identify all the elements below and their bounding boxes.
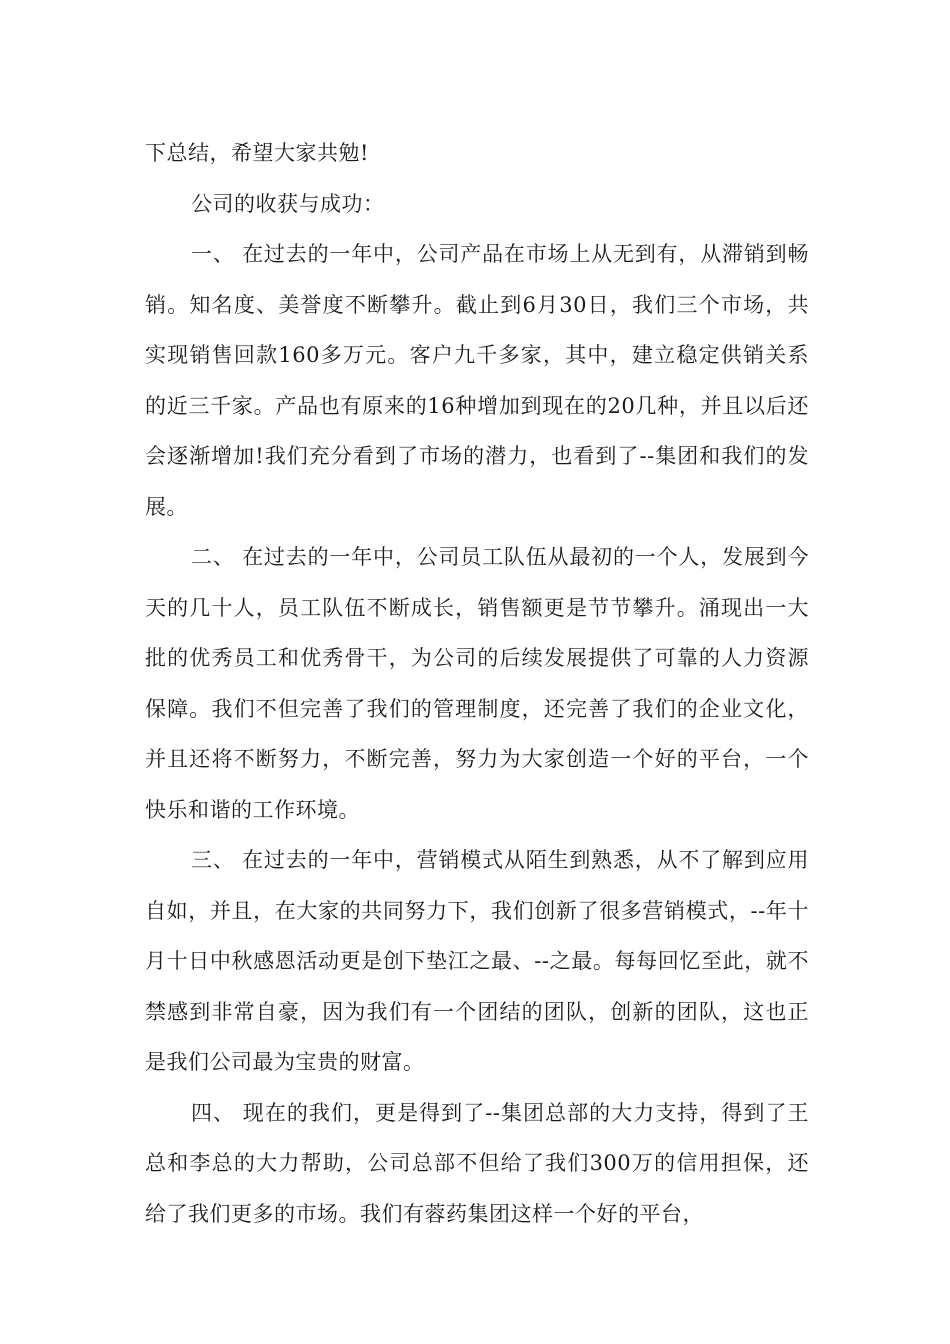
paragraph-closing-line: 下总结，希望大家共勉! xyxy=(145,141,369,165)
document-body xyxy=(145,128,809,1239)
paragraph-item-1: 一、 在过去的一年中，公司产品在市场上从无到有，从滞销到畅销。知名度、美誉度不断攀升。截止到6月30日，我们三个市场，共实现销售回款160多万元。客户九千多家，其中，建立稳定供销关系的近三千家。产品也有原来的16种增加到现在的20几种，并且以后还会逐渐增加!我们充分看到了市场的潜力，也看到了--集团和我们的发展。 xyxy=(145,242,809,519)
section-heading: 公司的收获与成功： xyxy=(191,191,385,216)
paragraph-item-4: 四、 现在的我们，更是得到了--集团总部的大力支持，得到了王总和李总的大力帮助，公司总部不但给了我们300万的信用担保，还给了我们更多的市场。我们有蓉药集团这样一个好的平台， xyxy=(145,1100,809,1226)
paragraph-item-2: 二、 在过去的一年中，公司员工队伍从最初的一个人，发展到今天的几十人，员工队伍不断成长，销售额更是节节攀升。涌现出一大批的优秀员工和优秀骨干，为公司的后续发展提供了可靠的人力资源保障。我们不但完善了我们的管理制度，还完善了我们的企业文化，并且还将不断努力，不断完善，努力为大家创造一个好的平台，一个快乐和谐的工作环境。 xyxy=(145,545,809,822)
paragraph-item-3: 三、 在过去的一年中，营销模式从陌生到熟悉，从不了解到应用自如，并且，在大家的共同努力下，我们创新了很多营销模式，--年十月十日中秋感恩活动更是创下垫江之最、--之最。每每回忆至此，就不禁感到非常自豪，因为我们有一个团结的团队，创新的团队，这也正是我们公司最为宝贵的财富。 xyxy=(145,848,809,1074)
